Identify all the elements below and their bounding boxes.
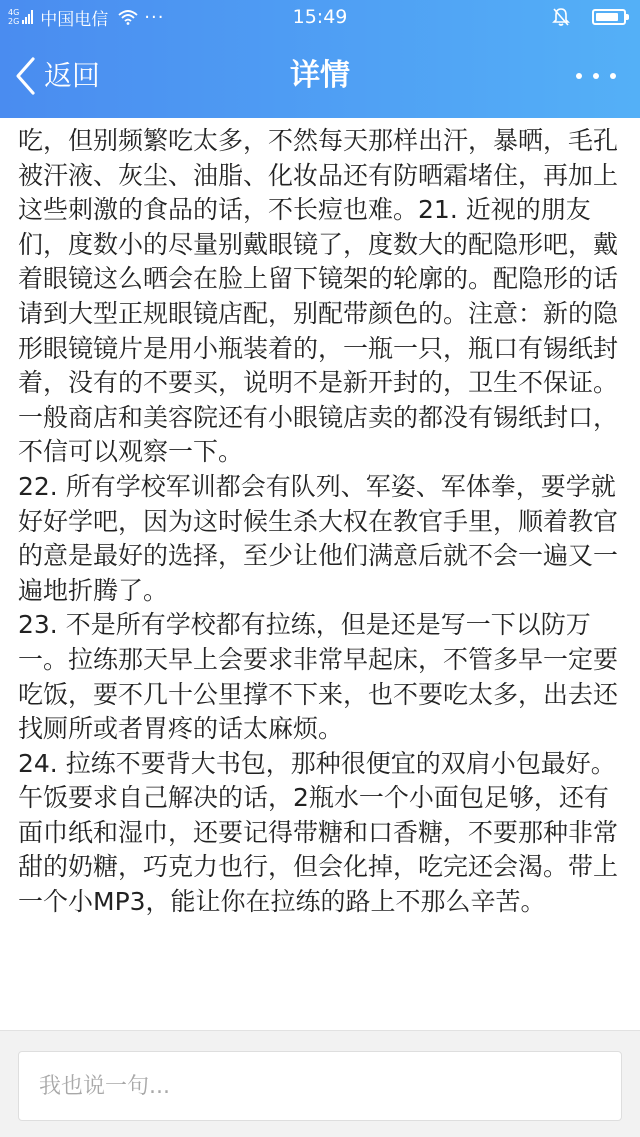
bell-muted-icon <box>552 7 570 27</box>
network-type-top: 4G <box>8 8 20 17</box>
article-body: 吃，但别频繁吃太多，不然每天那样出汗，暴晒，毛孔被汗液、灰尘、油脂、化妆品还有防晒霜堵住，再加上这些刺激的食品的话，不长痘也难。21. 近视的朋友们，度数小的尽量别戴眼镜了，度数大的配隐形吧，戴着眼镜这么晒会在脸上留下镜架的轮廓的。配隐形的话请到大型正规眼镜店配，别配带颜色的。注意：新的隐形眼镜镜片是用小瓶装着的，一瓶一只，瓶口有锡纸封着，没有的不要买，说明不是新开封的，卫生不保证。一般商店和美容院还有小眼镜店卖的都没有锡纸封口，不信可以观察一下。 22. 所有学校军训都会有队列、军姿、军体拳，要学就好好学吧，因为这时候生杀大权在教官手里，顺着教官的意是最好的选择，至少让他们满意后就不会一遍又一遍地折腾了。 23. 不是所有学校都有拉练，但是还是写一下以防万一。拉练那天早上会要求非常早起床，不管多早一定要吃饭，要不几十公里撑不下来，也不要吃太多，出去还找厕所或者胃疼的话太麻烦。 24. 拉练不要背大书包，那种很便宜的双肩小包最好。午饭要求自己解决的话，2瓶水一个小面包足够，还有面巾纸和湿巾，还要记得带糖和口香糖，不要那种非常甜的奶糖，巧克力也行，但会化掉，吃完还会渴。带上一个小MP3，能让你在拉练的路上不那么辛苦。 <box>18 126 619 917</box>
battery-icon <box>592 9 626 25</box>
status-more-icon: ··· <box>144 6 165 28</box>
carrier-name: 中国电信 <box>40 9 109 30</box>
status-time: 15:49 <box>292 6 348 28</box>
status-bar <box>0 0 640 34</box>
battery-level <box>596 13 618 21</box>
navigation-bar <box>0 40 640 112</box>
comment-bar <box>0 1030 640 1137</box>
app-header <box>0 0 640 118</box>
more-dots-icon[interactable] <box>576 66 616 86</box>
status-right <box>552 6 626 28</box>
page-title: 详情 <box>290 58 350 93</box>
article-content[interactable] <box>0 118 640 1030</box>
back-label: 返回 <box>44 59 101 92</box>
comment-input[interactable] <box>18 1051 622 1121</box>
network-type-bottom: 2G <box>8 17 20 26</box>
